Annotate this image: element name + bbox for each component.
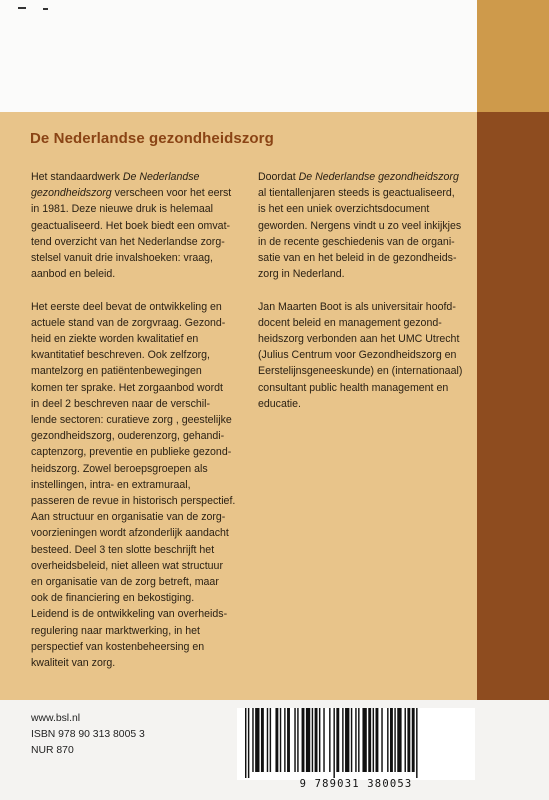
barcode-bar xyxy=(397,708,401,772)
text-line xyxy=(31,558,231,574)
left-text-column xyxy=(31,169,236,687)
italic-title: gezondheidszorg xyxy=(31,187,112,200)
text-segment: aanbod en beleid. xyxy=(31,268,116,281)
text-segment: lende sectoren: curatieve zorg , geestelijke xyxy=(31,414,232,427)
paragraph xyxy=(258,299,470,412)
publisher-website[interactable]: www.bsl.nl xyxy=(31,713,81,724)
text-line xyxy=(31,574,231,590)
text-line xyxy=(258,347,470,363)
text-line xyxy=(258,380,470,396)
barcode-bar xyxy=(267,708,268,772)
barcode-bar xyxy=(255,708,259,772)
text-segment: Jan Maarten Boot is als universitair hoofd- xyxy=(258,300,456,313)
paragraph xyxy=(31,169,231,282)
barcode-bar xyxy=(355,708,356,772)
text-segment: voorzieningen wordt afzonderlijk aandacht xyxy=(31,527,229,540)
text-segment: perspectief van kostenbeheersing en xyxy=(31,640,205,653)
barcode-bar xyxy=(287,708,290,772)
barcode-bar xyxy=(351,708,352,772)
barcode-bar xyxy=(387,708,388,772)
barcode-bar xyxy=(323,708,324,772)
text-segment: heidszorg verbonden aan het UMC Utrecht xyxy=(258,333,460,346)
barcode-bar xyxy=(373,708,374,772)
text-line xyxy=(258,234,470,250)
publisher-info xyxy=(31,711,145,759)
text-line xyxy=(31,655,231,671)
text-segment: educatie. xyxy=(258,397,301,410)
text-segment: Aan structuur en organisatie van de zorg- xyxy=(31,511,226,524)
text-line xyxy=(31,234,231,250)
text-line xyxy=(258,299,470,315)
text-segment: ook de financiering en bekostiging. xyxy=(31,592,195,605)
text-line xyxy=(31,639,231,655)
barcode-bars xyxy=(237,708,475,780)
barcode-bar xyxy=(319,708,320,772)
text-line xyxy=(258,331,470,347)
barcode-bar xyxy=(333,708,334,778)
text-segment: captenzorg, preventie en publieke gezond- xyxy=(31,446,232,459)
text-segment: al tientallenjaren steeds is geactualiseerd, xyxy=(258,187,455,200)
text-line xyxy=(31,331,231,347)
text-line xyxy=(31,347,231,363)
text-segment: kwantitatief beschreven. Ook zelfzorg, xyxy=(31,349,211,362)
text-line xyxy=(31,169,231,185)
barcode-bar xyxy=(261,708,264,772)
text-segment: actuele stand van de zorgvraag. Gezond- xyxy=(31,316,226,329)
text-line xyxy=(31,250,231,266)
barcode-bar xyxy=(362,708,366,772)
text-line xyxy=(258,201,470,217)
text-line xyxy=(31,477,231,493)
text-segment: overheidsbeleid, niet alleen wat structuur xyxy=(31,559,223,572)
text-segment: Het eerste deel bevat de ontwikkeling en xyxy=(31,300,222,313)
barcode-bar xyxy=(405,708,406,772)
barcode xyxy=(237,708,475,792)
italic-title: De Nederlandse xyxy=(122,171,200,183)
barcode-bar xyxy=(358,708,359,772)
text-segment: verscheen voor het eerst xyxy=(111,187,232,200)
text-line xyxy=(31,363,231,379)
text-line xyxy=(258,396,470,412)
barcode-bar xyxy=(294,708,295,772)
text-segment: geworden. Nergens vindt u zo veel inkijkjes xyxy=(258,219,462,232)
barcode-bar xyxy=(368,708,371,772)
text-line xyxy=(258,169,470,185)
text-line xyxy=(31,542,231,558)
text-line xyxy=(258,250,470,266)
text-segment: satie van en het beleid in de gezondheids- xyxy=(258,252,457,265)
barcode-bar xyxy=(275,708,278,772)
book-title: De Nederlandse gezondheidszorg xyxy=(30,130,274,147)
barcode-bar xyxy=(315,708,318,772)
text-line xyxy=(258,185,470,201)
text-line xyxy=(31,315,231,331)
text-segment: instellingen, intra- en extramuraal, xyxy=(31,478,191,491)
text-line xyxy=(258,266,470,282)
text-segment: kwaliteit van zorg. xyxy=(31,657,116,670)
barcode-bar xyxy=(280,708,281,772)
nur-line: NUR 870 xyxy=(31,745,74,756)
barcode-bar xyxy=(252,708,253,772)
barcode-digits: 9 789031 380053 xyxy=(299,778,413,790)
text-segment: besteed. Deel 3 ten slotte beschrijft het xyxy=(31,543,215,556)
text-line xyxy=(31,185,231,201)
text-segment: consultant public health management en xyxy=(258,381,449,394)
text-segment: Leidend is de ontwikkeling van overheids- xyxy=(31,608,228,621)
text-segment: is het een uniek overzichtsdocument xyxy=(258,203,430,216)
italic-title: De Nederlandse gezondheidszorg xyxy=(298,171,459,183)
text-line xyxy=(31,428,231,444)
top-accent-strip xyxy=(477,0,549,112)
barcode-bar xyxy=(412,708,415,772)
text-line xyxy=(31,380,231,396)
barcode-bar xyxy=(312,708,313,772)
right-text-column xyxy=(258,169,470,428)
text-line xyxy=(31,266,231,282)
text-segment: gezondheidszorg, ouderenzorg, gehandi- xyxy=(31,430,225,443)
text-line xyxy=(31,623,231,639)
text-segment: zorg in Nederland. xyxy=(258,268,345,281)
text-segment: tend overzicht van het Nederlandse zorg- xyxy=(31,235,225,248)
text-segment: en organisatie van de zorg betreft, maar xyxy=(31,576,219,589)
barcode-bar xyxy=(381,708,382,772)
text-line xyxy=(31,606,231,622)
text-line xyxy=(31,412,231,428)
text-line xyxy=(31,444,231,460)
text-segment: Het standaardwerk xyxy=(31,171,123,183)
barcode-bar xyxy=(407,708,410,772)
text-segment: komen ter sprake. Het zorgaanbod wordt xyxy=(31,381,223,394)
text-line xyxy=(258,218,470,234)
text-line xyxy=(31,461,231,477)
text-segment: geactualiseerd. Het boek biedt een omvat- xyxy=(31,219,231,232)
text-line xyxy=(31,201,231,217)
barcode-bar xyxy=(245,708,246,778)
text-line xyxy=(31,525,231,541)
text-segment: Doordat xyxy=(258,171,299,183)
top-white-area xyxy=(0,0,477,112)
text-line xyxy=(31,509,231,525)
text-segment: in 1981. Deze nieuwe druk is helemaal xyxy=(31,203,213,216)
text-line xyxy=(258,315,470,331)
crop-mark xyxy=(18,7,26,9)
text-segment: in de recente geschiedenis van de organi- xyxy=(258,235,455,248)
barcode-bar xyxy=(342,708,343,772)
text-segment: Eerstelijnsgeneeskunde) en (internationaal) xyxy=(258,365,463,378)
barcode-bar xyxy=(248,708,249,778)
side-color-band xyxy=(477,112,549,700)
barcode-bar xyxy=(416,708,417,778)
isbn-line: ISBN 978 90 313 8005 3 xyxy=(31,729,145,740)
barcode-bar xyxy=(329,708,330,772)
text-line xyxy=(31,299,231,315)
text-segment: mantelzorg en patiëntenbewegingen xyxy=(31,365,202,378)
barcode-bar xyxy=(376,708,379,772)
text-segment: docent beleid en management gezond- xyxy=(258,316,442,329)
barcode-bar xyxy=(390,708,393,772)
paragraph xyxy=(31,299,236,672)
text-line xyxy=(31,218,231,234)
text-segment: regulering naar marktwerking, in het xyxy=(31,624,200,637)
barcode-bar xyxy=(302,708,305,772)
text-segment: in deel 2 beschreven naar de verschil- xyxy=(31,397,211,410)
text-segment: (Julius Centrum voor Gezondheidszorg en xyxy=(258,349,457,362)
barcode-bar xyxy=(284,708,285,772)
paragraph xyxy=(258,169,470,282)
text-segment: stelsel vanuit drie invalshoeken: vraag, xyxy=(31,252,213,265)
text-segment: heidszorg. Zowel beroepsgroepen als xyxy=(31,462,208,475)
barcode-bar xyxy=(336,708,339,772)
text-line xyxy=(31,396,231,412)
text-segment: passeren de revue in historisch perspectief. xyxy=(31,495,236,508)
barcode-bar xyxy=(306,708,310,772)
barcode-bar xyxy=(345,708,349,772)
barcode-bar xyxy=(394,708,395,772)
text-line xyxy=(31,493,236,509)
text-line xyxy=(31,590,231,606)
barcode-bar xyxy=(297,708,298,772)
text-segment: heid en ziekte worden kwalitatief en xyxy=(31,333,199,346)
text-line xyxy=(258,363,470,379)
crop-mark xyxy=(43,8,48,10)
barcode-bar xyxy=(270,708,271,772)
